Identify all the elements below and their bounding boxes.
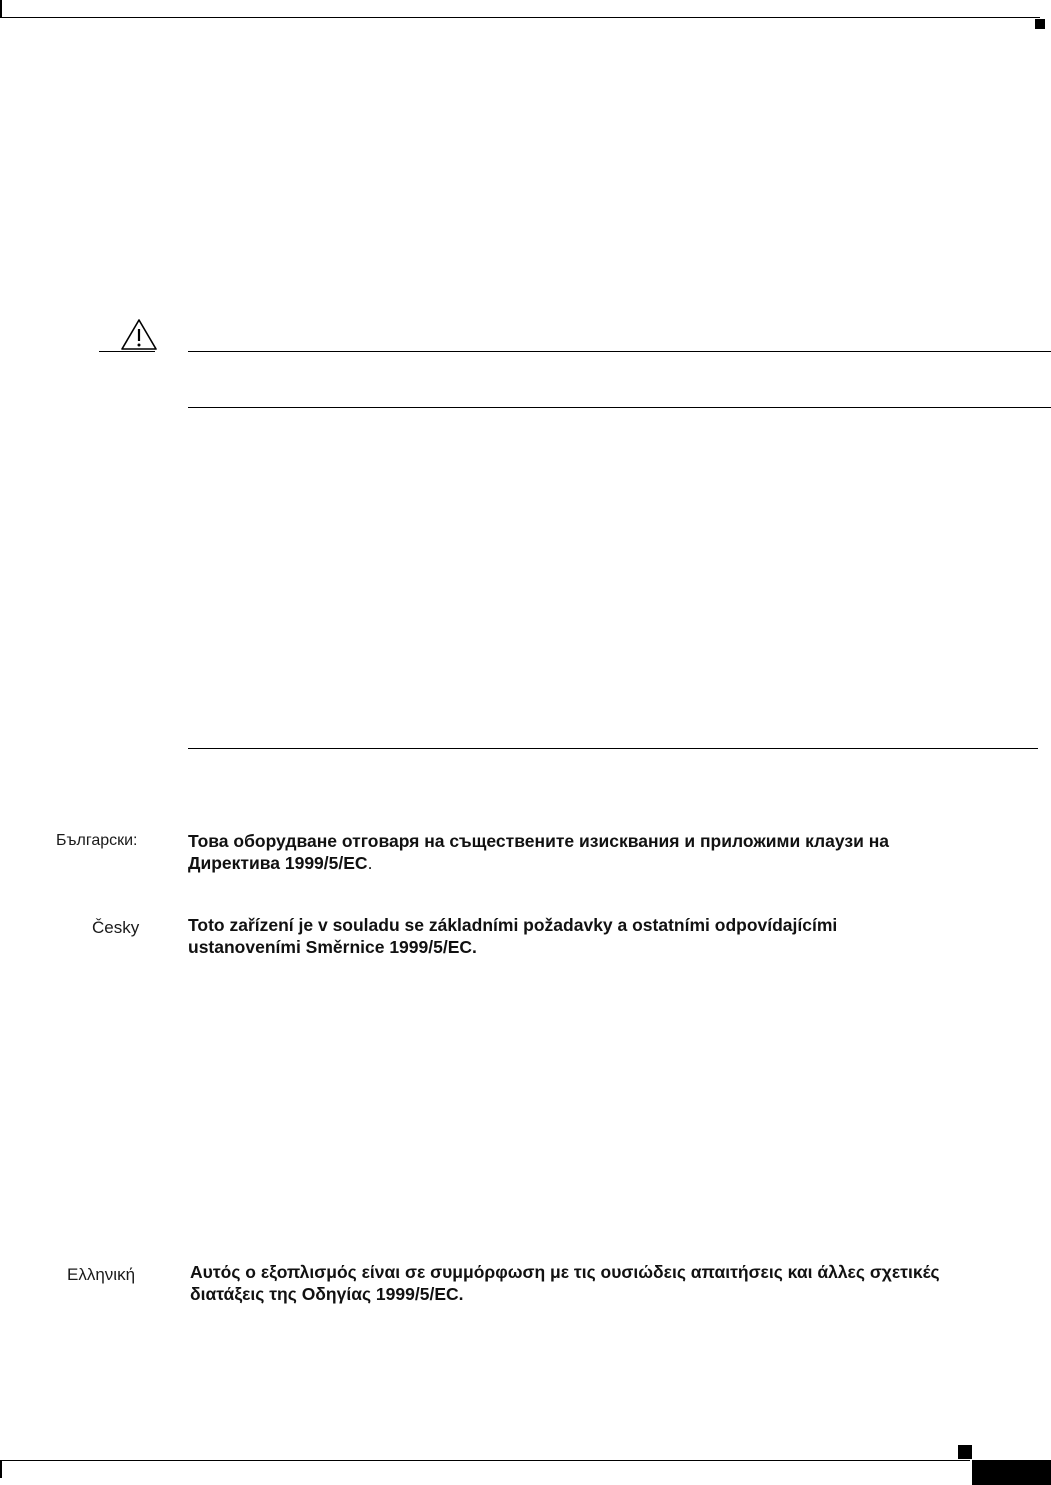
declaration-text-bulgarian [188,830,1018,874]
declaration-line-1: Αυτός ο εξοπλισμός είναι σε συμμόρφωση με τις ουσιώδεις απαιτήσεις και άλλες σχετικές [190,1262,940,1282]
caution-icon-underline [99,351,155,352]
language-label-greek: Ελληνική [67,1265,136,1284]
caution-bottom-rule [188,407,1051,408]
section-divider [188,748,1038,749]
warning-triangle-icon [120,318,158,352]
top-right-square-mark [1035,19,1045,29]
declaration-line-2: ustanoveními Směrnice 1999/5/EC. [188,937,477,957]
declaration-text-greek [190,1261,1030,1305]
declaration-line-1: Toto zařízení je v souladu se základními požadavky a ostatními odpovídajícími [188,915,838,935]
declaration-line-2-end: . [367,853,373,873]
bottom-left-tick [0,1460,2,1478]
bottom-square-mark [958,1445,972,1459]
declaration-line-1: Това оборудване отговаря на съществените изисквания и приложими клаузи на [188,831,890,851]
language-label-czech: Česky [92,918,140,937]
caution-top-rule [188,351,1051,352]
top-left-tick [0,0,2,18]
language-label-bulgarian: Български: [56,832,138,849]
declaration-line-2: διατάξεις της Οδηγίας 1999/5/EC. [190,1284,464,1304]
bottom-rule [0,1460,970,1461]
page-number-tab [972,1460,1051,1485]
top-rule [0,17,1040,18]
declaration-text-czech [188,914,1018,958]
declaration-line-2: Директива 1999/5/EC [188,853,368,873]
